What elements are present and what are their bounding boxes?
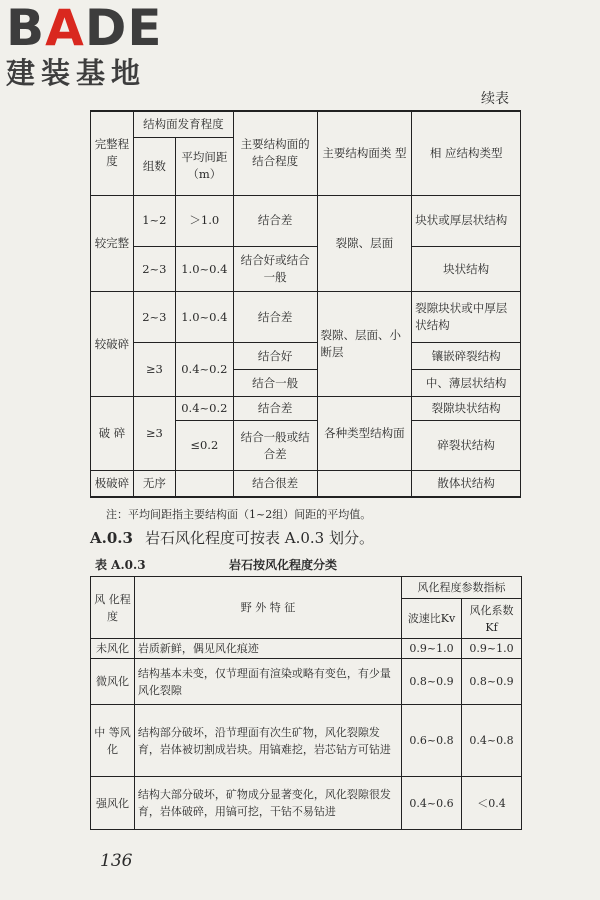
cell-groups: 2~3 xyxy=(133,247,175,292)
cell-integrity: 极破碎 xyxy=(91,470,134,497)
cell-binding: 结合差 xyxy=(233,292,317,343)
cell-degree: 未风化 xyxy=(91,639,135,659)
section-heading xyxy=(90,527,374,548)
section-number: A.0.3 xyxy=(90,529,133,547)
cell-spacing: 0.4~0.2 xyxy=(175,396,233,421)
cell-groups: 无序 xyxy=(133,470,175,497)
section-text: 岩石风化程度可按表 A.0.3 划分。 xyxy=(144,529,374,547)
cell-structure: 中、薄层状结构 xyxy=(412,370,521,397)
cell-kv: 0.9~1.0 xyxy=(402,639,462,659)
cell-structure: 散体状结构 xyxy=(412,470,521,497)
cell-spacing: ≤0.2 xyxy=(175,421,233,470)
header-field-features: 野 外 特 征 xyxy=(134,577,401,639)
caption-title: 岩石按风化程度分类 xyxy=(229,558,338,572)
logo-brand: BADE xyxy=(6,0,163,57)
cell-binding: 结合差 xyxy=(233,195,317,246)
table-row xyxy=(91,777,522,830)
cell-structure: 块状结构 xyxy=(412,247,521,292)
cell-degree: 中 等风 化 xyxy=(91,705,135,777)
header-binding: 主要结构面的结合程度 xyxy=(233,111,317,195)
cell-spacing: ＞1.0 xyxy=(175,195,233,246)
table-row xyxy=(91,639,522,659)
cell-groups: 1~2 xyxy=(133,195,175,246)
cell-spacing: 0.4~0.2 xyxy=(175,343,233,396)
header-parameters: 风化程度参数指标 xyxy=(402,577,522,599)
header-groups: 组数 xyxy=(133,138,175,195)
header-corresponding-structure: 相 应结构类型 xyxy=(412,111,521,195)
cell-field: 结构部分破坏，沿节理面有次生矿物，风化裂隙发育，岩体被切割成岩块。用镐难挖，岩芯钻方可钻进 xyxy=(134,705,401,777)
cell-binding: 结合很差 xyxy=(233,470,317,497)
table-row xyxy=(91,343,521,370)
cell-degree: 强风化 xyxy=(91,777,135,830)
table-row xyxy=(91,292,521,343)
cell-integrity: 较完整 xyxy=(91,195,134,291)
table-row xyxy=(91,705,522,777)
cell-kf: 0.4~0.8 xyxy=(462,705,522,777)
cell-kf: 0.9~1.0 xyxy=(462,639,522,659)
bade-logo xyxy=(6,2,186,90)
cell-kf: ＜0.4 xyxy=(462,777,522,830)
cell-structure: 裂隙块状结构 xyxy=(412,396,521,421)
cell-kv: 0.6~0.8 xyxy=(402,705,462,777)
header-structure-type: 主要结构面类 型 xyxy=(317,111,412,195)
cell-type: 裂隙、层面 xyxy=(317,195,412,291)
rock-integrity-table xyxy=(90,110,521,498)
cell-spacing: 1.0~0.4 xyxy=(175,247,233,292)
cell-binding: 结合好或结合一般 xyxy=(233,247,317,292)
cell-structure: 块状或厚层状结构 xyxy=(412,195,521,246)
header-integrity: 完整程度 xyxy=(91,111,134,195)
table-row xyxy=(91,470,521,497)
cell-structure: 碎裂状结构 xyxy=(412,421,521,470)
cell-type xyxy=(317,470,412,497)
cell-kf: 0.8~0.9 xyxy=(462,659,522,705)
header-spacing: 平均间距（m） xyxy=(175,138,233,195)
cell-binding: 结合好 xyxy=(233,343,317,370)
logo-subtitle: 建装基地 xyxy=(6,56,147,90)
cell-binding: 结合差 xyxy=(233,396,317,421)
table-row xyxy=(91,195,521,246)
cell-spacing: 1.0~0.4 xyxy=(175,292,233,343)
cell-groups: ≥3 xyxy=(133,343,175,396)
caption-number: 表 A.0.3 xyxy=(95,558,146,572)
cell-field: 结构大部分破坏，矿物成分显著变化，风化裂隙很发育，岩体破碎，用镐可挖，干钻不易钻进 xyxy=(134,777,401,830)
table-row xyxy=(91,659,522,705)
weathering-table xyxy=(90,576,522,830)
header-degree: 风 化程 度 xyxy=(91,577,135,639)
header-development: 结构面发育程度 xyxy=(133,111,233,138)
table-row xyxy=(91,247,521,292)
table-row xyxy=(91,396,521,421)
cell-type: 裂隙、层面、小断层 xyxy=(317,292,412,397)
cell-structure: 镶嵌碎裂结构 xyxy=(412,343,521,370)
cell-integrity: 破 碎 xyxy=(91,396,134,470)
cell-binding: 结合一般 xyxy=(233,370,317,397)
cell-kv: 0.8~0.9 xyxy=(402,659,462,705)
cell-field: 岩质新鲜，偶见风化痕迹 xyxy=(134,639,401,659)
header-weathering-coefficient: 风化系数Kf xyxy=(462,599,522,639)
cell-field: 结构基本未变，仅节理面有渲染或略有变色，有少量风化裂隙 xyxy=(134,659,401,705)
cell-structure: 裂隙块状或中厚层状结构 xyxy=(412,292,521,343)
cell-groups: ≥3 xyxy=(133,396,175,470)
cell-integrity: 较破碎 xyxy=(91,292,134,397)
cell-kv: 0.4~0.6 xyxy=(402,777,462,830)
cell-degree: 微风化 xyxy=(91,659,135,705)
table-note: 注：平均间距指主要结构面（1~2组）间距的平均值。 xyxy=(106,508,372,521)
continued-label: 续表 xyxy=(481,91,509,107)
page-number: 136 xyxy=(100,851,133,871)
cell-spacing xyxy=(175,470,233,497)
cell-type: 各种类型结构面 xyxy=(317,396,412,470)
cell-groups: 2~3 xyxy=(133,292,175,343)
cell-binding: 结合一般或结合差 xyxy=(233,421,317,470)
table-caption xyxy=(95,556,515,573)
header-wave-ratio: 波速比Kv xyxy=(402,599,462,639)
